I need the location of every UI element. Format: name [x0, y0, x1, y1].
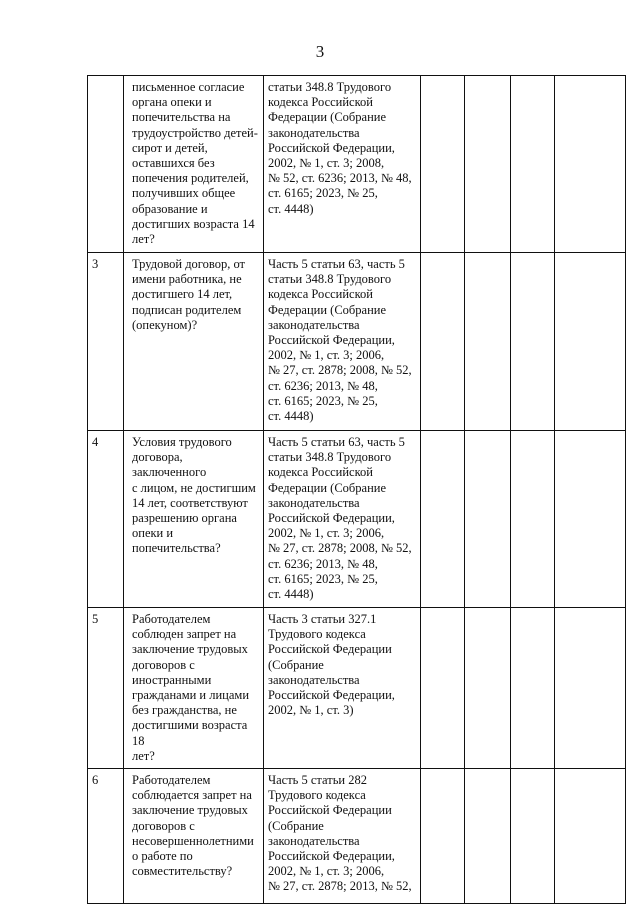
answer-na-cell: [511, 253, 555, 431]
question-cell: [124, 76, 264, 253]
question-cell: [124, 431, 264, 608]
legal-reference-cell: [264, 431, 421, 608]
legal-reference-cell: [264, 608, 421, 769]
note-cell: [555, 431, 626, 608]
answer-na-cell: [511, 76, 555, 253]
question-text: Работодателем соблюдается запрет на заключение трудовых договоров с несовершеннолетними о работе по совместительству?: [132, 773, 254, 879]
note-cell: [555, 769, 626, 904]
answer-yes-cell: [421, 769, 465, 904]
question-cell: [124, 769, 264, 904]
legal-reference-cell: [264, 253, 421, 431]
question-text: Трудовой договор, от имени работника, не достигшего 14 лет, подписан родителем (опекуном)?: [132, 257, 245, 332]
legal-reference-cell: [264, 76, 421, 253]
legal-reference-text: Часть 5 статьи 63, часть 5 статьи 348.8 Трудового кодекса Российской Федерации (Собрание законодательства Российской Федерации, 2002, № 1, ст. 3; 2006, № 27, ст. 2878; 2008, № 52, ст. 6236; 2013, № 48, ст. 6165; 2023, № 25, ст. 4448): [268, 257, 412, 424]
answer-yes-cell: [421, 608, 465, 769]
note-cell: [555, 253, 626, 431]
note-cell: [555, 76, 626, 253]
answer-na-cell: [511, 608, 555, 769]
question-cell: [124, 253, 264, 431]
legal-reference-text: Часть 3 статьи 327.1 Трудового кодекса Российской Федерации (Собрание законодательства Российской Федерации, 2002, № 1, ст. 3): [268, 612, 395, 718]
row-number-cell: [88, 608, 124, 769]
table-row: [88, 76, 626, 253]
answer-yes-cell: [421, 253, 465, 431]
answer-no-cell: [465, 608, 511, 769]
row-number-cell: [88, 253, 124, 431]
checklist-table: [87, 75, 626, 904]
note-cell: [555, 608, 626, 769]
row-number: 4: [92, 435, 99, 449]
table-row: [88, 608, 626, 769]
question-text: Работодателем соблюден запрет на заключение трудовых договоров с иностранными гражданами и лицами без гражданства, не достигшими возраста 18 лет?: [132, 612, 250, 763]
answer-no-cell: [465, 76, 511, 253]
legal-reference-text: Часть 5 статьи 63, часть 5 статьи 348.8 Трудового кодекса Российской Федерации (Собрание законодательства Российской Федерации, 2002, № 1, ст. 3; 2006, № 27, ст. 2878; 2008, № 52, ст. 6236; 2013, № 48, ст. 6165; 2023, № 25, ст. 4448): [268, 435, 412, 602]
answer-yes-cell: [421, 431, 465, 608]
row-number-cell: [88, 769, 124, 904]
legal-reference-text: Часть 5 статьи 282 Трудового кодекса Российской Федерации (Собрание законодательства Российской Федерации, 2002, № 1, ст. 3; 2006, № 27, ст. 2878; 2013, № 52,: [268, 773, 412, 894]
row-number-cell: [88, 431, 124, 608]
legal-reference-cell: [264, 769, 421, 904]
row-number-cell: [88, 76, 124, 253]
question-text: письменное согласие органа опеки и попечительства на трудоустройство детей- сирот и детей, оставшихся без попечения родителей, получивших общее образование и достигших возраста 14 лет?: [132, 80, 258, 247]
table-row: [88, 769, 626, 904]
question-cell: [124, 608, 264, 769]
table-row: [88, 431, 626, 608]
answer-no-cell: [465, 253, 511, 431]
answer-na-cell: [511, 769, 555, 904]
answer-no-cell: [465, 431, 511, 608]
row-number: 3: [92, 257, 99, 271]
legal-reference-text: статьи 348.8 Трудового кодекса Российской Федерации (Собрание законодательства Российской Федерации, 2002, № 1, ст. 3; 2008, № 52, ст. 6236; 2013, № 48, ст. 6165; 2023, № 25, ст. 4448): [268, 80, 412, 216]
question-text: Условия трудового договора, заключенного с лицом, не достигшим 14 лет, соответствуют разрешению органа опеки и попечительства?: [132, 435, 256, 556]
table-row: [88, 253, 626, 431]
answer-no-cell: [465, 769, 511, 904]
page-number: 3: [315, 42, 325, 61]
answer-yes-cell: [421, 76, 465, 253]
answer-na-cell: [511, 431, 555, 608]
row-number: 6: [92, 773, 99, 788]
row-number: 5: [92, 612, 99, 626]
